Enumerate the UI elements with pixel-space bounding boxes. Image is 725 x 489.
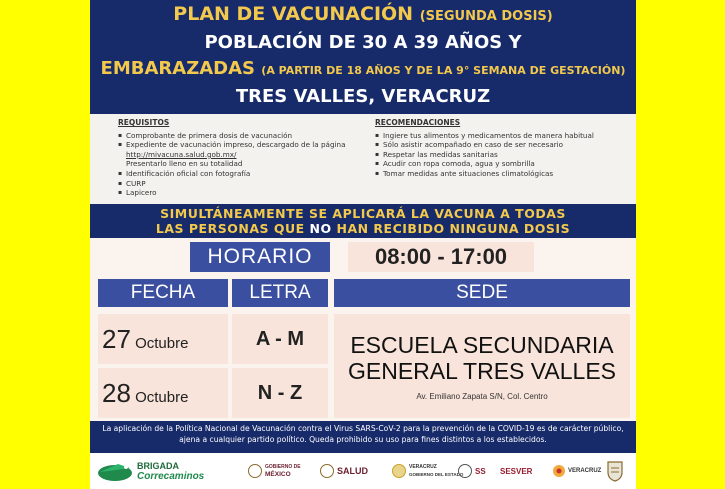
school-address: Av. Emiliano Zapata S/N, Col. Centro (416, 392, 548, 401)
horario-hours: 08:00 - 17:00 (348, 242, 534, 272)
veracruz-text-1: VERACRUZ (409, 464, 437, 470)
school-name (334, 332, 630, 384)
date-day: 27 (102, 324, 131, 354)
banner-line-2 (90, 221, 636, 236)
veracruz-shield-icon (392, 464, 406, 478)
recomendaciones-title: RECOMENDACIONES (375, 118, 461, 127)
requisito-note: Presentarlo lleno en su totalidad (126, 159, 243, 169)
gob-text-2: MÉXICO (265, 471, 291, 478)
requisito-item: ▪ Lapicero (118, 188, 358, 198)
veracruz-text-2: GOBIERNO DEL ESTADO (409, 472, 464, 477)
header-pregnant (90, 58, 636, 79)
veracruz-gobierno-logo (392, 453, 463, 489)
disclaimer: La aplicación de la Política Nacional de Vacunación contra el Virus SARS-CoV-2 para la prevención de la COVID-19 es de carácter público, ajena a cualquier partido político. Queda prohibido su uso para fines distintos a los establecidos. (90, 421, 636, 453)
brigada-text: BRIGADA (137, 460, 179, 471)
recomendacion-item: ▪ Tomar medidas ante situaciones climatológicas (375, 169, 615, 179)
requisitos-column (118, 118, 358, 198)
banner-line-1: SIMULTÁNEAMENTE SE APLICARÁ LA VACUNA A TODAS (160, 206, 566, 221)
veracruz-me-llena-logo (552, 453, 601, 489)
requisito-item: ▪ Expediente de vacunación impreso, descargado de la página (118, 140, 358, 150)
header-population: POBLACIÓN DE 30 A 39 AÑOS Y (204, 32, 522, 53)
municipal-shield-logo (606, 453, 624, 489)
banner-no: NO (309, 221, 332, 236)
sesver-text: SESVER (500, 466, 533, 476)
date-cell (98, 368, 228, 418)
logo-strip (90, 453, 636, 489)
ss-text: SS (475, 466, 486, 476)
column-header-fecha: FECHA (98, 279, 228, 307)
salud-text: SALUD (337, 465, 368, 476)
ss-seal-icon (458, 464, 472, 478)
requisito-item: ▪ CURP (118, 179, 358, 189)
gob-text-1: GOBIERNO DE (265, 464, 301, 470)
recomendacion-item: ▪ Sólo asistir acompañado en caso de ser necesario (375, 140, 615, 150)
simultaneous-banner (90, 204, 636, 238)
schedule-section (90, 238, 636, 421)
recomendacion-item: ▪ Respetar las medidas sanitarias (375, 150, 615, 160)
date-cell (98, 314, 228, 364)
column-header-letra: LETRA (232, 279, 328, 307)
flower-icon (552, 464, 566, 478)
recomendaciones-column (375, 118, 615, 179)
sede-cell (334, 314, 630, 418)
requisito-item: ▪ Comprobante de primera dosis de vacunación (118, 131, 358, 141)
date-month: Octubre (135, 335, 189, 352)
veracruz-me-llena-text: VERACRUZ (568, 467, 602, 474)
pregnant-note: (A PARTIR DE 18 AÑOS Y DE LA 9° SEMANA DE GESTACIÓN) (261, 64, 626, 77)
recomendacion-item: ▪ Acudir con ropa comoda, agua y sombrilla (375, 159, 615, 169)
requisitos-title: REQUISITOS (118, 118, 170, 127)
correcaminos-text: Correcaminos (137, 470, 205, 482)
column-header-sede: SEDE (334, 279, 630, 307)
roadrunner-icon (96, 458, 134, 484)
banner-text-b: HAN RECIBIDO NINGUNA DOSIS (336, 221, 571, 236)
school-name-line-2: GENERAL TRES VALLES (347, 358, 616, 384)
requirements-section (90, 114, 636, 204)
salud-seal-icon (320, 464, 334, 478)
vaccine-site-link[interactable]: http://mivacuna.salud.gob.mx/ (126, 149, 237, 159)
shield-icon (606, 460, 624, 482)
salud-logo (320, 453, 368, 489)
banner-text-a: LAS PERSONAS QUE (155, 221, 305, 236)
school-name-line-1: ESCUELA SECUNDARIA (350, 332, 614, 358)
pregnant-label: EMBARAZADAS (100, 58, 256, 79)
brigada-logo (96, 453, 204, 489)
header-location: TRES VALLES, VERACRUZ (235, 86, 491, 107)
vaccination-poster (90, 0, 636, 489)
header-title (90, 3, 636, 25)
date-day: 28 (102, 378, 131, 408)
mexico-seal-icon (248, 464, 262, 478)
poster-header (90, 0, 636, 114)
title-main: PLAN DE VACUNACIÓN (173, 3, 414, 25)
title-dose: (SEGUNDA DOSIS) (419, 9, 553, 24)
recomendacion-item: ▪ Ingiere tus alimentos y medicamentos de manera habitual (375, 131, 615, 141)
requisito-item: ▪ Identificación oficial con fotografía (118, 169, 358, 179)
letter-range-cell: A - M (232, 314, 328, 364)
date-month: Octubre (135, 389, 189, 406)
horario-label: HORARIO (190, 242, 330, 272)
letter-range-cell: N - Z (232, 368, 328, 418)
sesver-logo (500, 453, 532, 489)
gobierno-mexico-logo (248, 453, 301, 489)
ss-logo (458, 453, 486, 489)
